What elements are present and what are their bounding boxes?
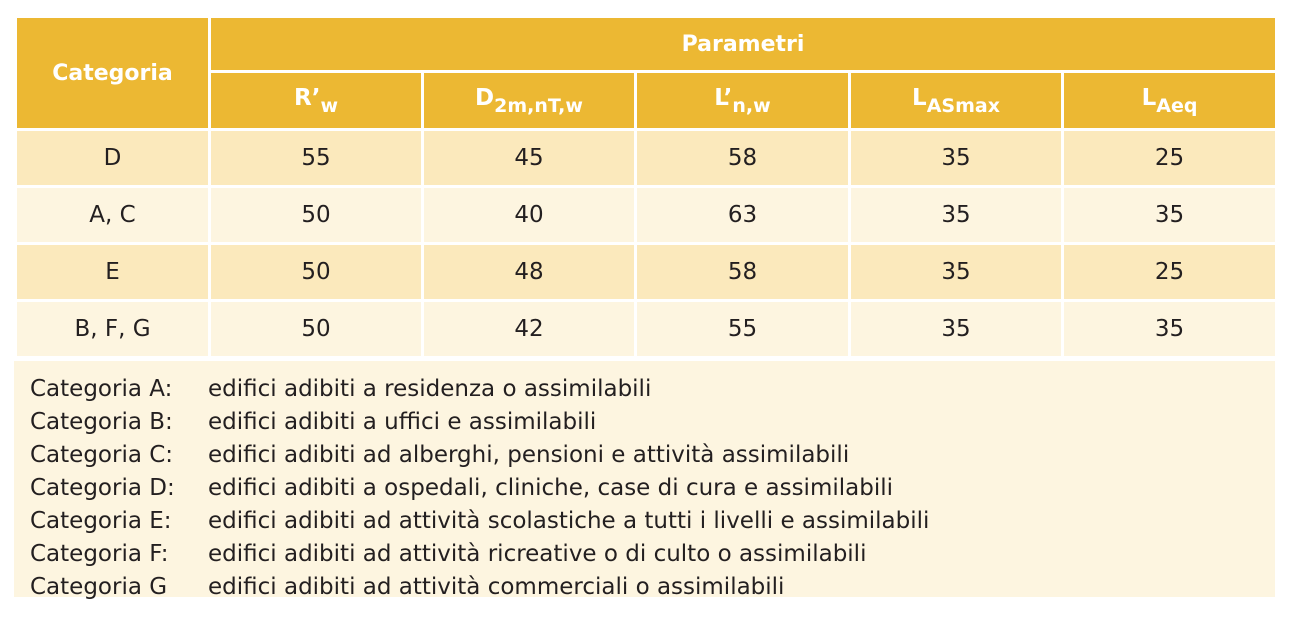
legend-key: Categoria D: xyxy=(30,475,175,501)
cell-value: 25 xyxy=(1063,130,1277,187)
legend-item xyxy=(14,538,1275,571)
column-header-d2mntw: $D_{2m,nT,w}$ xyxy=(423,72,636,130)
legend-key: Categoria F: xyxy=(30,541,169,567)
legend-item xyxy=(14,439,1275,472)
legend-text: edifici adibiti a uffici e assimilabili xyxy=(208,409,597,435)
legend-text: edifici adibiti ad attività commerciali o assimilabili xyxy=(208,574,785,600)
legend-text: edifici adibiti ad attività ricreative o di culto o assimilabili xyxy=(208,541,867,567)
legend-item xyxy=(14,472,1275,505)
row-category: D xyxy=(16,130,210,187)
legend-text: edifici adibiti a residenza o assimilabili xyxy=(208,376,652,402)
table-row xyxy=(16,301,1277,358)
legend-text: edifici adibiti ad attività scolastiche a tutti i livelli e assimilabili xyxy=(208,508,930,534)
cell-value: 50 xyxy=(210,187,423,244)
column-header-lasmax: $L_{ASmax}$ xyxy=(850,72,1063,130)
cell-value: 58 xyxy=(636,244,850,301)
cell-value: 55 xyxy=(210,130,423,187)
legend-key: Categoria G xyxy=(30,574,168,600)
table-row xyxy=(16,187,1277,244)
row-category: A, C xyxy=(16,187,210,244)
cell-value: 35 xyxy=(1063,301,1277,358)
legend-text: edifici adibiti a ospedali, cliniche, case di cura e assimilabili xyxy=(208,475,893,501)
cell-value: 58 xyxy=(636,130,850,187)
requirements-table xyxy=(14,15,1278,359)
legend-item xyxy=(14,571,1275,604)
cell-value: 35 xyxy=(1063,187,1277,244)
column-header-lnw: $L’_{n,w}$ xyxy=(636,72,850,130)
legend-item xyxy=(14,373,1275,406)
cell-value: 25 xyxy=(1063,244,1277,301)
requirements-table-container xyxy=(14,15,1275,600)
cell-value: 50 xyxy=(210,244,423,301)
category-legend xyxy=(14,361,1275,600)
table-row xyxy=(16,244,1277,301)
cell-value: 55 xyxy=(636,301,850,358)
cell-value: 35 xyxy=(850,244,1063,301)
table-row xyxy=(16,130,1277,187)
cell-value: 42 xyxy=(423,301,636,358)
legend-text: edifici adibiti ad alberghi, pensioni e attività assimilabili xyxy=(208,442,850,468)
legend-key: Categoria C: xyxy=(30,442,174,468)
cell-value: 35 xyxy=(850,301,1063,358)
cell-value: 35 xyxy=(850,130,1063,187)
cell-value: 40 xyxy=(423,187,636,244)
legend-item xyxy=(14,505,1275,538)
row-category: B, F, G xyxy=(16,301,210,358)
column-header-laeq: $L_{Aeq}$ xyxy=(1063,72,1277,130)
column-header-rw: $R’_w$ xyxy=(210,72,423,130)
cell-value: 50 xyxy=(210,301,423,358)
cell-value: 35 xyxy=(850,187,1063,244)
parametri-header: Parametri xyxy=(210,17,1277,72)
cell-value: 48 xyxy=(423,244,636,301)
row-category: E xyxy=(16,244,210,301)
cell-value: 63 xyxy=(636,187,850,244)
cell-value: 45 xyxy=(423,130,636,187)
legend-key: Categoria B: xyxy=(30,409,173,435)
legend-key: Categoria A: xyxy=(30,376,173,402)
categoria-header: Categoria xyxy=(16,17,210,130)
legend-item xyxy=(14,406,1275,439)
legend-key: Categoria E: xyxy=(30,508,172,534)
